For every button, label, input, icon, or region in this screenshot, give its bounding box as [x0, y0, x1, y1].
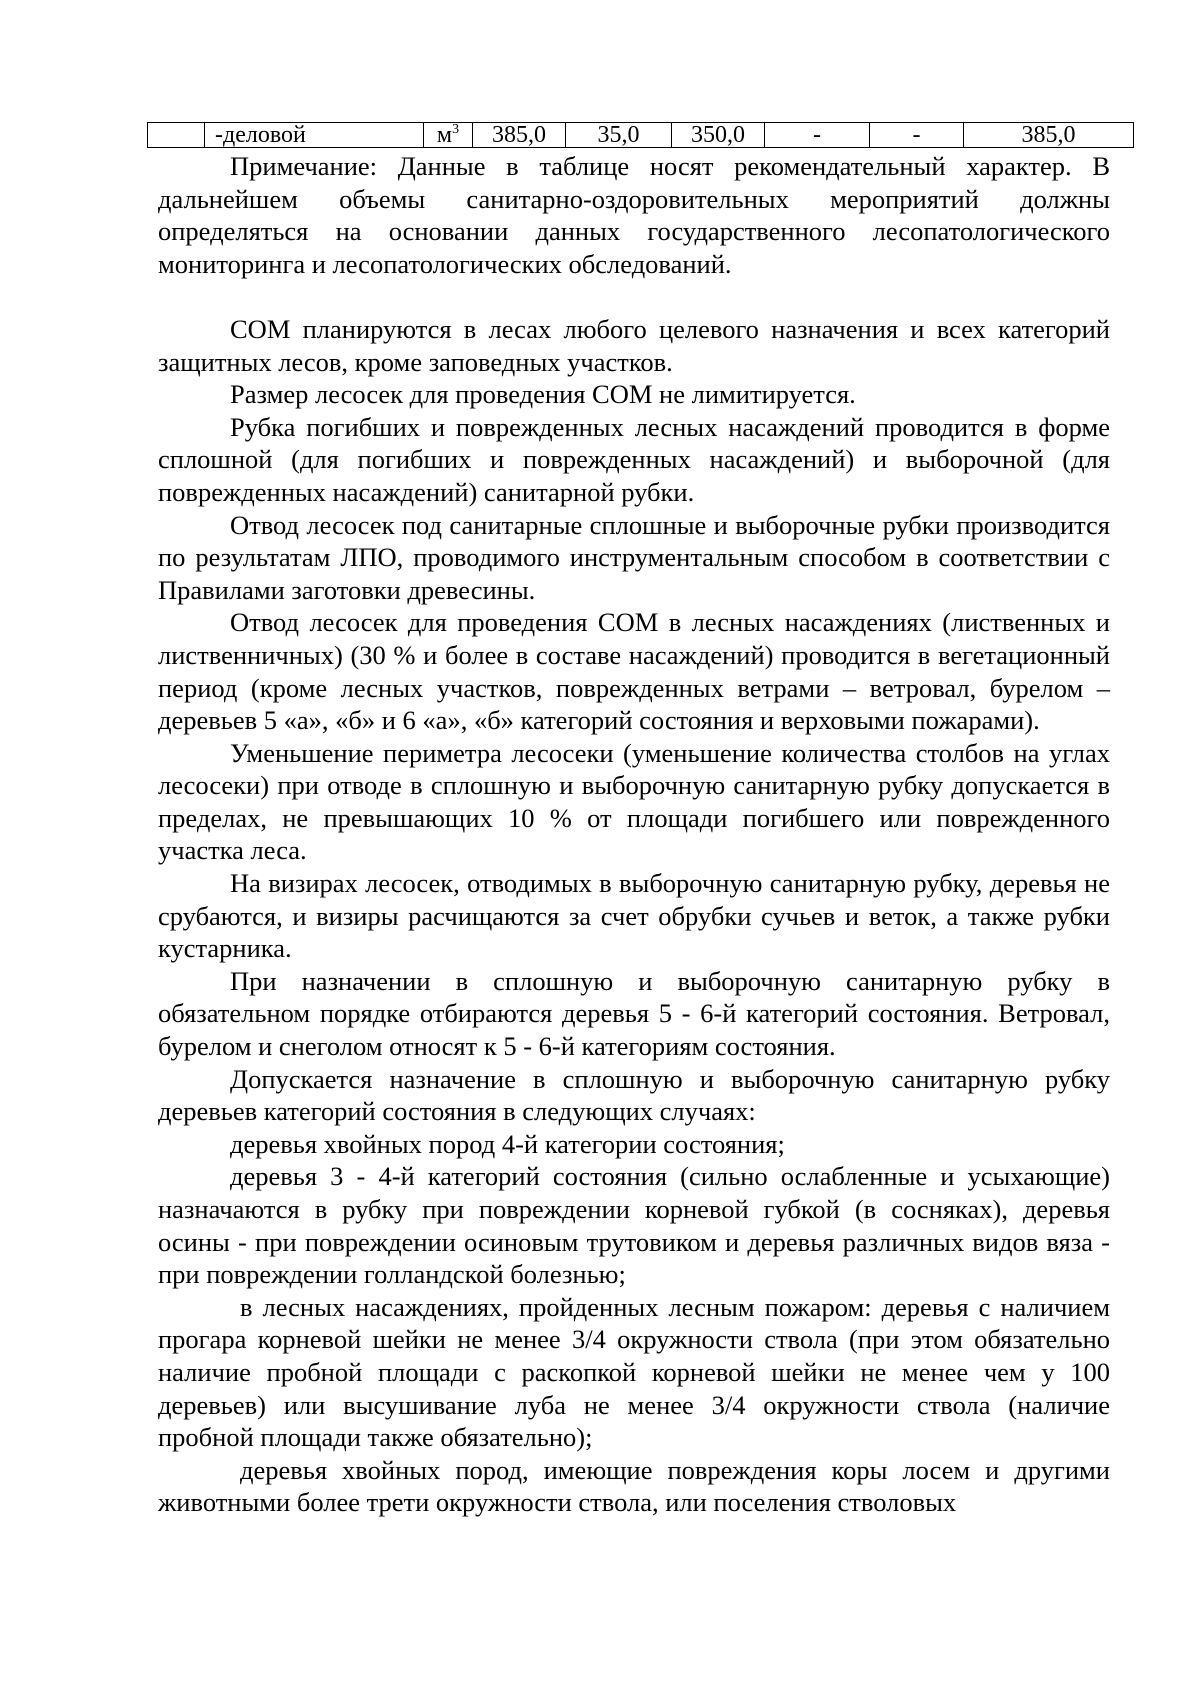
list-item: деревья хвойных пород 4-й категории состояния;: [230, 1128, 785, 1159]
table-cell-value: 350,0: [672, 123, 765, 148]
table-cell-value: 385,0: [964, 123, 1134, 148]
table-cell-name: -деловой: [205, 123, 424, 148]
list-item: деревья 3 - 4-й категорий состояния (сильно ослабленные и усыхающие) назначаются в рубку при повреждении корневой губкой (в сосняках), деревья осины - при повреждении осиновым трутовиком и деревья различных видов вяза - при повреждении голландской болезнью;: [158, 1161, 1110, 1290]
paragraph: Уменьшение периметра лесосеки (уменьшение количества столбов на углах лесосеки) при отводе в сплошную и выборочную санитарную рубку допускается в пределах, не превышающих 10 % от площади погибшего или поврежденного участка леса.: [158, 737, 1110, 866]
table-cell-value: 385,0: [473, 123, 566, 148]
table-note: Примечание: Данные в таблице носят рекомендательный характер. В дальнейшем объемы санитарно-оздоровительных мероприятий должны определяться на основании данных государственного лесопатологического мониторинга и лесопатологических обследований.: [158, 151, 1110, 279]
paragraph: Отвод лесосек под санитарные сплошные и выборочные рубки производится по результатам ЛПО, проводимого инструментальным способом в соответствии с Правилами заготовки древесины.: [158, 509, 1110, 605]
list-item: деревья хвойных пород, имеющие повреждения коры лосем и другими животными более трети окружности ствола, или поселения стволовых: [158, 1454, 1110, 1518]
table-cell-value: 35,0: [566, 123, 672, 148]
body-text: [158, 150, 1110, 1519]
paragraph: Рубка погибших и поврежденных лесных насаждений проводится в форме сплошной (для погибших и поврежденных насаждений) и выборочной (для поврежденных насаждений) санитарной рубки.: [158, 411, 1110, 507]
table-cell-value: -: [870, 123, 964, 148]
paragraph: СОМ планируются в лесах любого целевого назначения и всех категорий защитных лесов, кроме заповедных участков.: [158, 313, 1110, 377]
unit-superscript: 3: [452, 122, 460, 137]
paragraph: На визирах лесосек, отводимых в выборочную санитарную рубку, деревья не срубаются, и визиры расчищаются за счет обрубки сучьев и веток, а также рубки кустарника.: [158, 868, 1110, 964]
list-item: в лесных насаждениях, пройденных лесным пожаром: деревья с наличием прогара корневой шейки не менее 3/4 окружности ствола (при этом обязательно наличие пробной площади с раскопкой корневой шейки не менее чем у 100 деревьев) или высушивание луба не менее 3/4 окружности ствола (наличие пробной площади также обязательно);: [158, 1291, 1110, 1453]
paragraph: Отвод лесосек для проведения СОМ в лесных насаждениях (лиственных и лиственничных) (30 % и более в составе насаждений) проводится в вегетационный период (кроме лесных участков, поврежденных ветрами – ветровал, бурелом – деревьев 5 «а», «б» и 6 «а», «б» категорий состояния и верховыми пожарами).: [158, 607, 1110, 736]
unit-base: м: [436, 122, 453, 148]
paragraph: Допускается назначение в сплошную и выборочную санитарную рубку деревьев категорий состояния в следующих случаях:: [158, 1063, 1110, 1127]
paragraph: При назначении в сплошную и выборочную санитарную рубку в обязательном порядке отбираются деревья 5 - 6-й категорий состояния. Ветровал, бурелом и снеголом относят к 5 - 6-й категориям состояния.: [158, 965, 1110, 1062]
table-cell-value: -: [765, 123, 870, 148]
volume-table: [147, 122, 1134, 148]
table-row: [148, 123, 1134, 148]
paragraph: Размер лесосек для проведения СОМ не лимитируется.: [230, 379, 856, 410]
table-cell-index: [148, 123, 205, 148]
table-cell-unit: [424, 123, 473, 148]
